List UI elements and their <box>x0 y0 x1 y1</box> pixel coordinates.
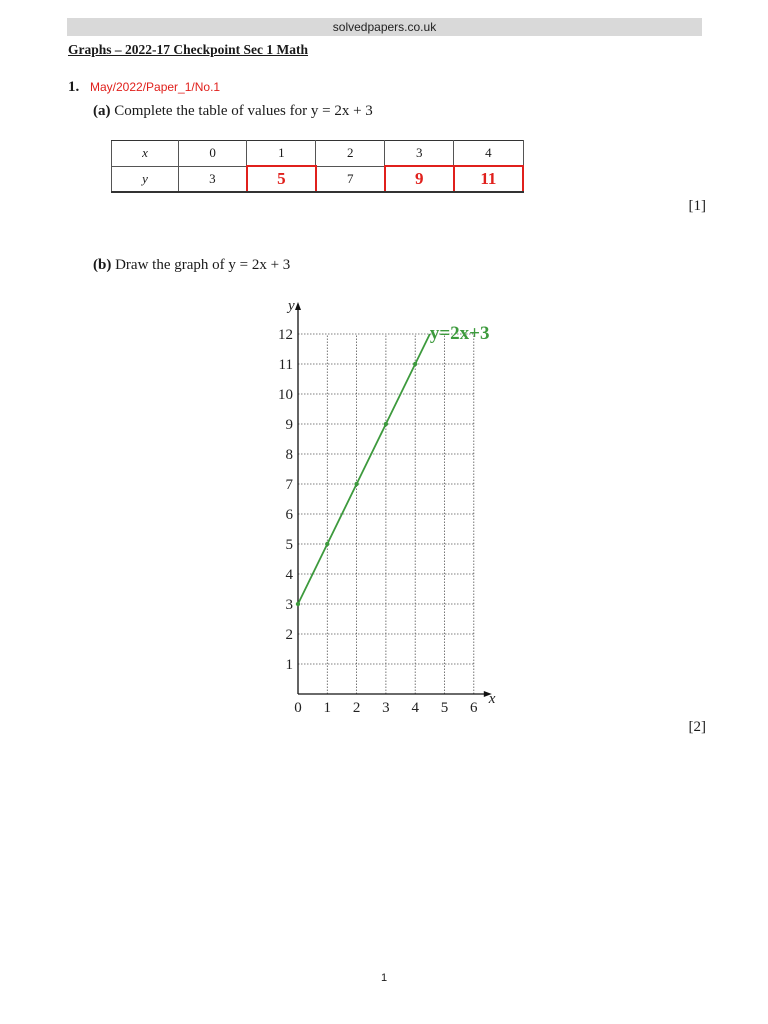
x-axis-label: x <box>488 691 496 707</box>
y-axis-label: y <box>288 298 295 314</box>
tick-labels <box>278 298 496 716</box>
x-row <box>112 141 524 167</box>
x-tick-label: 2 <box>352 700 361 716</box>
part-b-text: Draw the graph of y = 2x + 3 <box>115 257 291 273</box>
x-value: 4 <box>454 141 523 167</box>
document-title: Graphs – 2022-17 Checkpoint Sec 1 Math <box>68 42 309 57</box>
x-value: 3 <box>385 141 454 167</box>
y-tick-label: 3 <box>285 597 293 613</box>
part-b-label: (b) <box>93 257 112 273</box>
x-value: 1 <box>247 141 316 167</box>
part-a-prompt <box>93 103 373 120</box>
x-tick-label: 5 <box>440 700 449 716</box>
y-tick-label: 4 <box>285 567 293 583</box>
x-value: 2 <box>316 141 385 167</box>
x-row-label: x <box>112 141 179 167</box>
part-b-marks: [2] <box>688 719 706 735</box>
data-point <box>413 362 417 366</box>
y-tick-label: 11 <box>278 357 293 373</box>
table-of-values <box>111 140 524 193</box>
y-row-label: y <box>112 166 179 192</box>
question-source: May/2022/Paper_1/No.1 <box>90 80 221 94</box>
y-tick-label: 7 <box>285 477 293 493</box>
y-answer-value: 11 <box>454 166 523 192</box>
y-tick-label: 5 <box>285 537 293 553</box>
y-tick-label: 2 <box>285 627 293 643</box>
x-tick-label: 6 <box>470 700 478 716</box>
y-tick-label: 8 <box>285 447 293 463</box>
x-tick-label: 3 <box>382 700 390 716</box>
y-value: 3 <box>178 166 246 192</box>
y-answer-value: 9 <box>385 166 454 192</box>
page-number: 1 <box>380 972 388 984</box>
part-a-marks: [1] <box>688 198 706 214</box>
x-tick-label: 0 <box>294 700 302 716</box>
question-number: 1. <box>68 79 80 95</box>
axes <box>295 302 492 697</box>
data-point <box>296 602 300 606</box>
series-line <box>298 334 430 604</box>
data-point <box>354 482 358 486</box>
data-point <box>384 422 388 426</box>
part-a-label: (a) <box>93 103 111 119</box>
line-label: y=2x+3 <box>429 323 490 344</box>
y-tick-label: 10 <box>278 387 293 403</box>
x-tick-label: 1 <box>323 700 332 716</box>
y-tick-label: 9 <box>285 417 293 433</box>
grid <box>298 334 474 694</box>
y-tick-label: 1 <box>285 657 293 673</box>
site-name: solvedpapers.co.uk <box>332 20 437 34</box>
x-tick-label: 4 <box>411 700 419 716</box>
y-value: 7 <box>316 166 385 192</box>
part-b-prompt <box>93 257 290 274</box>
line-graph <box>270 295 510 725</box>
y-tick-label: 6 <box>285 507 293 523</box>
x-value: 0 <box>178 141 246 167</box>
plotted-line <box>296 323 490 606</box>
data-point <box>325 542 329 546</box>
y-row <box>112 166 524 192</box>
y-answer-value: 5 <box>247 166 316 192</box>
y-tick-label: 12 <box>278 327 293 343</box>
part-a-text: Complete the table of values for y = 2x + 3 <box>114 103 373 119</box>
y-axis-arrow <box>295 302 301 310</box>
site-header-bar <box>67 18 702 36</box>
